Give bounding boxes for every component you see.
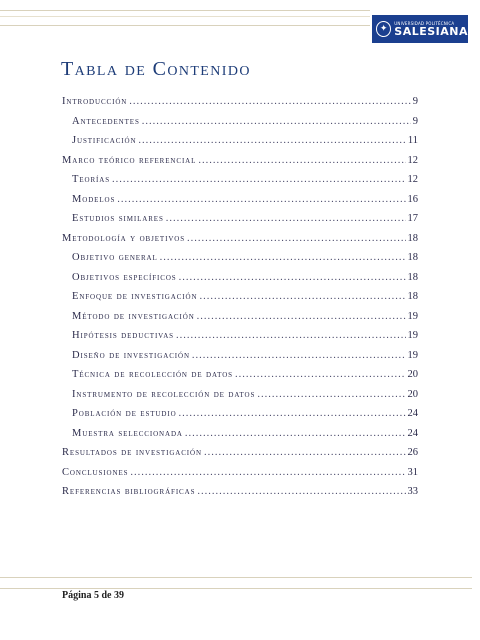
- toc-leader-dots: [166, 213, 406, 224]
- toc-entry: [62, 155, 418, 166]
- toc-leader-dots: [117, 194, 405, 205]
- toc-entry-label: Metodología y objetivos: [62, 232, 186, 244]
- toc-leader-dots: [257, 389, 405, 400]
- toc-entry-page: 19: [407, 310, 418, 322]
- toc-entry-page: 9: [412, 96, 418, 107]
- toc-entry-page: 12: [407, 174, 418, 185]
- toc-entry: [62, 96, 418, 107]
- logo-big-text: SALESIANA: [394, 24, 468, 38]
- toc-entry-label: Antecedentes: [72, 115, 140, 127]
- toc-entry: [72, 174, 418, 185]
- toc-entry-page: 19: [407, 330, 418, 341]
- toc-entry: [72, 389, 418, 400]
- toc-leader-dots: [142, 116, 411, 127]
- toc-entry-label: Marco teórico referencial: [62, 154, 197, 166]
- toc-entry-label: Referencias bibliográficas: [62, 486, 196, 497]
- university-logo: [372, 15, 468, 43]
- header-rule: [0, 10, 370, 26]
- toc-leader-dots: [187, 233, 405, 244]
- toc-entry: [72, 135, 418, 146]
- toc-entry-label: Método de investigación: [72, 310, 195, 322]
- toc-entry-page: 24: [407, 408, 418, 419]
- toc-entry-label: Población de estudio: [72, 408, 177, 419]
- toc-leader-dots: [198, 155, 405, 166]
- page-title: Tabla de Contenido: [61, 58, 251, 80]
- toc-entry-label: Muestra seleccionada: [72, 427, 183, 439]
- toc-entry-label: Hipótesis deductivas: [72, 330, 174, 341]
- toc-entry: [62, 233, 418, 244]
- toc-entry-label: Instrumento de recolección de datos: [72, 388, 256, 400]
- toc-entry-label: Técnica de recolección de datos: [72, 369, 233, 380]
- toc-entry-label: Estudios similares: [72, 213, 164, 224]
- logo-text: [394, 22, 468, 37]
- toc-entry-page: 16: [407, 193, 418, 205]
- toc-leader-dots: [176, 330, 406, 341]
- toc-entry-page: 12: [407, 154, 418, 166]
- toc-entry: [72, 428, 418, 439]
- toc-entry: [72, 330, 418, 341]
- toc-entry: [72, 311, 418, 322]
- toc-entry-page: 17: [407, 213, 418, 224]
- logo-small-text: UNIVERSIDAD POLITÉCNICA: [394, 20, 455, 26]
- toc-entry: [72, 272, 418, 283]
- toc-entry-label: Resultados de investigación: [62, 447, 202, 458]
- toc-leader-dots: [197, 486, 405, 497]
- toc-entry-label: Enfoque de investigación: [72, 291, 198, 302]
- toc-entry: [72, 116, 418, 127]
- toc-entry-page: 20: [407, 369, 418, 380]
- toc-entry-page: 20: [407, 388, 418, 400]
- university-seal-icon: ✦: [376, 21, 391, 37]
- toc-entry: [72, 213, 418, 224]
- toc-entry-label: Justificación: [72, 135, 137, 146]
- toc-leader-dots: [138, 135, 405, 146]
- toc-leader-dots: [112, 174, 406, 185]
- toc-entry: [72, 194, 418, 205]
- page-current: 5: [93, 590, 99, 601]
- toc-entry-page: 18: [407, 291, 418, 302]
- page-total: 39: [113, 590, 124, 601]
- toc-entry-label: Conclusiones: [62, 466, 129, 478]
- toc-entry: [62, 467, 418, 478]
- toc-leader-dots: [185, 428, 406, 439]
- toc-leader-dots: [197, 311, 406, 322]
- footer-rule: [0, 577, 472, 589]
- toc-leader-dots: [204, 447, 406, 458]
- toc-entry-label: Teorías: [72, 174, 110, 185]
- toc-entry-label: Diseño de investigación: [72, 349, 190, 361]
- toc-entry: [62, 486, 418, 497]
- toc-leader-dots: [199, 291, 405, 302]
- toc-entry-page: 24: [407, 427, 418, 439]
- toc-leader-dots: [160, 252, 406, 263]
- toc-entry-label: Modelos: [72, 193, 116, 205]
- toc-leader-dots: [192, 350, 406, 361]
- toc-leader-dots: [129, 96, 411, 107]
- toc-leader-dots: [235, 369, 406, 380]
- toc-entry-page: 11: [407, 135, 418, 146]
- toc-entry-page: 9: [412, 115, 418, 127]
- page-of: de: [101, 590, 112, 601]
- toc-leader-dots: [179, 272, 406, 283]
- page-footer: [62, 590, 124, 601]
- toc-leader-dots: [130, 467, 405, 478]
- toc-entry: [72, 350, 418, 361]
- toc-entry: [62, 447, 418, 458]
- toc-entry-page: 18: [407, 232, 418, 244]
- toc-entry-page: 18: [407, 271, 418, 283]
- toc-entry: [72, 408, 418, 419]
- toc-entry-label: Objetivo general: [72, 252, 158, 263]
- toc-entry-page: 19: [407, 349, 418, 361]
- toc-leader-dots: [179, 408, 406, 419]
- toc-entry-page: 18: [407, 252, 418, 263]
- toc-entry: [72, 369, 418, 380]
- page-label: Página: [62, 590, 92, 601]
- toc-entry-page: 26: [407, 447, 418, 458]
- toc-entry-page: 31: [407, 466, 418, 478]
- toc-entry-label: Objetivos específicos: [72, 271, 177, 283]
- toc-entry-label: Introducción: [62, 96, 128, 107]
- toc-entry: [72, 252, 418, 263]
- toc-entry-page: 33: [407, 486, 418, 497]
- toc-entry: [72, 291, 418, 302]
